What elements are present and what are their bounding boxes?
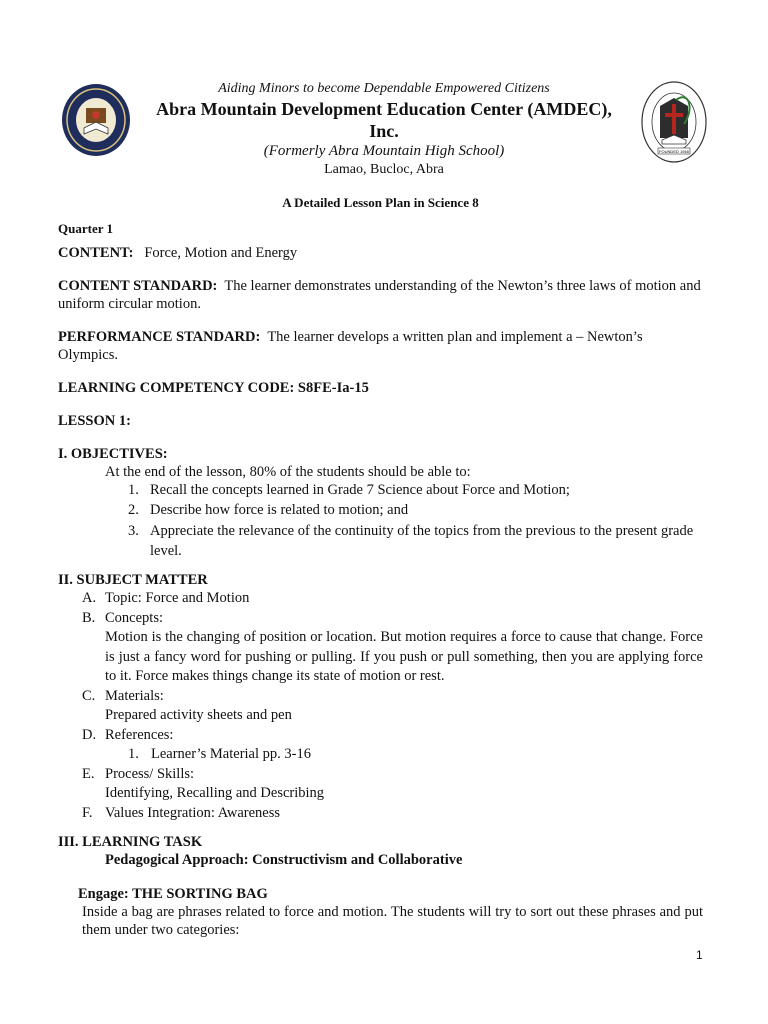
list-item: [82, 609, 703, 629]
objectives-heading: I. OBJECTIVES:: [58, 446, 168, 462]
list-text: References:: [105, 726, 174, 743]
pedagogical-approach: Pedagogical Approach: Constructivism and Collaborative: [105, 852, 463, 868]
content-row: [58, 244, 703, 262]
list-item: [128, 521, 703, 561]
performance-standard-value: The learner develops a written plan and implement a – Newton’s Olympics.: [58, 329, 643, 363]
lesson-plan-document: [58, 194, 703, 939]
former-name: (Formerly Abra Mountain High School): [263, 143, 505, 159]
list-text: Describe how force is related to motion; and: [150, 502, 409, 518]
objectives-section: [58, 445, 703, 561]
list-text: Concepts:: [105, 609, 163, 626]
amdec-seal-icon: [60, 82, 132, 158]
list-item: [82, 687, 703, 707]
lesson-label: LESSON 1:: [58, 413, 131, 429]
process-skills-body: Identifying, Recalling and Describing: [105, 785, 325, 801]
performance-standard: [58, 328, 703, 364]
content-value: Force, Motion and Energy: [144, 245, 298, 261]
list-item: [128, 481, 703, 500]
list-item: [82, 804, 703, 824]
list-letter: A.: [82, 590, 97, 606]
learning-task-section: [58, 833, 703, 939]
list-text: Appreciate the relevance of the continuity of the topics from the previous to the present grade level.: [150, 523, 694, 559]
content-standard-label: CONTENT STANDARD:: [58, 278, 218, 294]
school-name: Abra Mountain Development Education Center (AMDEC), Inc.: [156, 99, 612, 141]
ucc-philippines-seal-icon: [640, 80, 708, 164]
list-text: Learner’s Material pp. 3-16: [151, 746, 311, 762]
content-standard: [58, 277, 703, 313]
list-item: [128, 501, 703, 520]
school-motto: Aiding Minors to become Dependable Empowered Citizens: [218, 81, 550, 96]
concepts-body: Motion is the changing of position or location. But motion requires a force to cause that change. Force is just a fancy word for pushing or pulling. If you push or pull something, then you are applying force to it. Force makes things change its state of motion or rest.: [105, 629, 703, 684]
subject-matter-list: [58, 589, 703, 823]
materials-body: Prepared activity sheets and pen: [105, 707, 292, 723]
engage-body: Inside a bag are phrases related to force and motion. The students will try to sort out these phrases and put them under two categories:: [82, 904, 703, 938]
list-letter: C.: [82, 687, 96, 704]
page-number: 1: [696, 948, 703, 962]
list-text: Topic: Force and Motion: [105, 590, 250, 606]
school-address: Lamao, Bucloc, Abra: [324, 162, 444, 177]
list-text: Materials:: [105, 687, 164, 704]
list-number: 2.: [128, 502, 139, 518]
list-item: [82, 726, 703, 746]
list-number: 1.: [128, 482, 139, 498]
objectives-intro: At the end of the lesson, 80% of the students should be able to:: [105, 464, 471, 480]
seal-founded-text: FOUNDED 1948: [659, 149, 689, 154]
letterhead: [140, 80, 628, 179]
engage-heading: Engage: THE SORTING BAG: [78, 886, 268, 902]
document-title: A Detailed Lesson Plan in Science 8: [282, 195, 479, 210]
subject-matter-section: [58, 571, 703, 823]
quarter-label: Quarter 1: [58, 221, 113, 236]
subject-matter-heading: II. SUBJECT MATTER: [58, 572, 208, 588]
list-letter: D.: [82, 726, 97, 743]
list-text: Values Integration: Awareness: [105, 804, 281, 821]
learning-task-heading: III. LEARNING TASK: [58, 834, 203, 850]
content-standard-value: The learner demonstrates understanding of the Newton’s three laws of motion and uniform circular motion.: [58, 278, 701, 312]
list-letter: B.: [82, 609, 96, 626]
list-text: Process/ Skills:: [105, 765, 195, 782]
list-number: 1.: [128, 746, 139, 762]
performance-standard-label: PERFORMANCE STANDARD:: [58, 329, 261, 345]
list-text: Recall the concepts learned in Grade 7 Science about Force and Motion;: [150, 482, 570, 498]
list-number: 3.: [128, 523, 139, 539]
objectives-list: [58, 481, 703, 561]
list-item: [82, 589, 703, 609]
content-label: CONTENT:: [58, 245, 134, 261]
reference-item: [82, 745, 703, 765]
list-item: [82, 765, 703, 785]
list-letter: F.: [82, 804, 93, 821]
learning-competency-code: LEARNING COMPETENCY CODE: S8FE-Ia-15: [58, 380, 369, 396]
list-letter: E.: [82, 765, 95, 782]
